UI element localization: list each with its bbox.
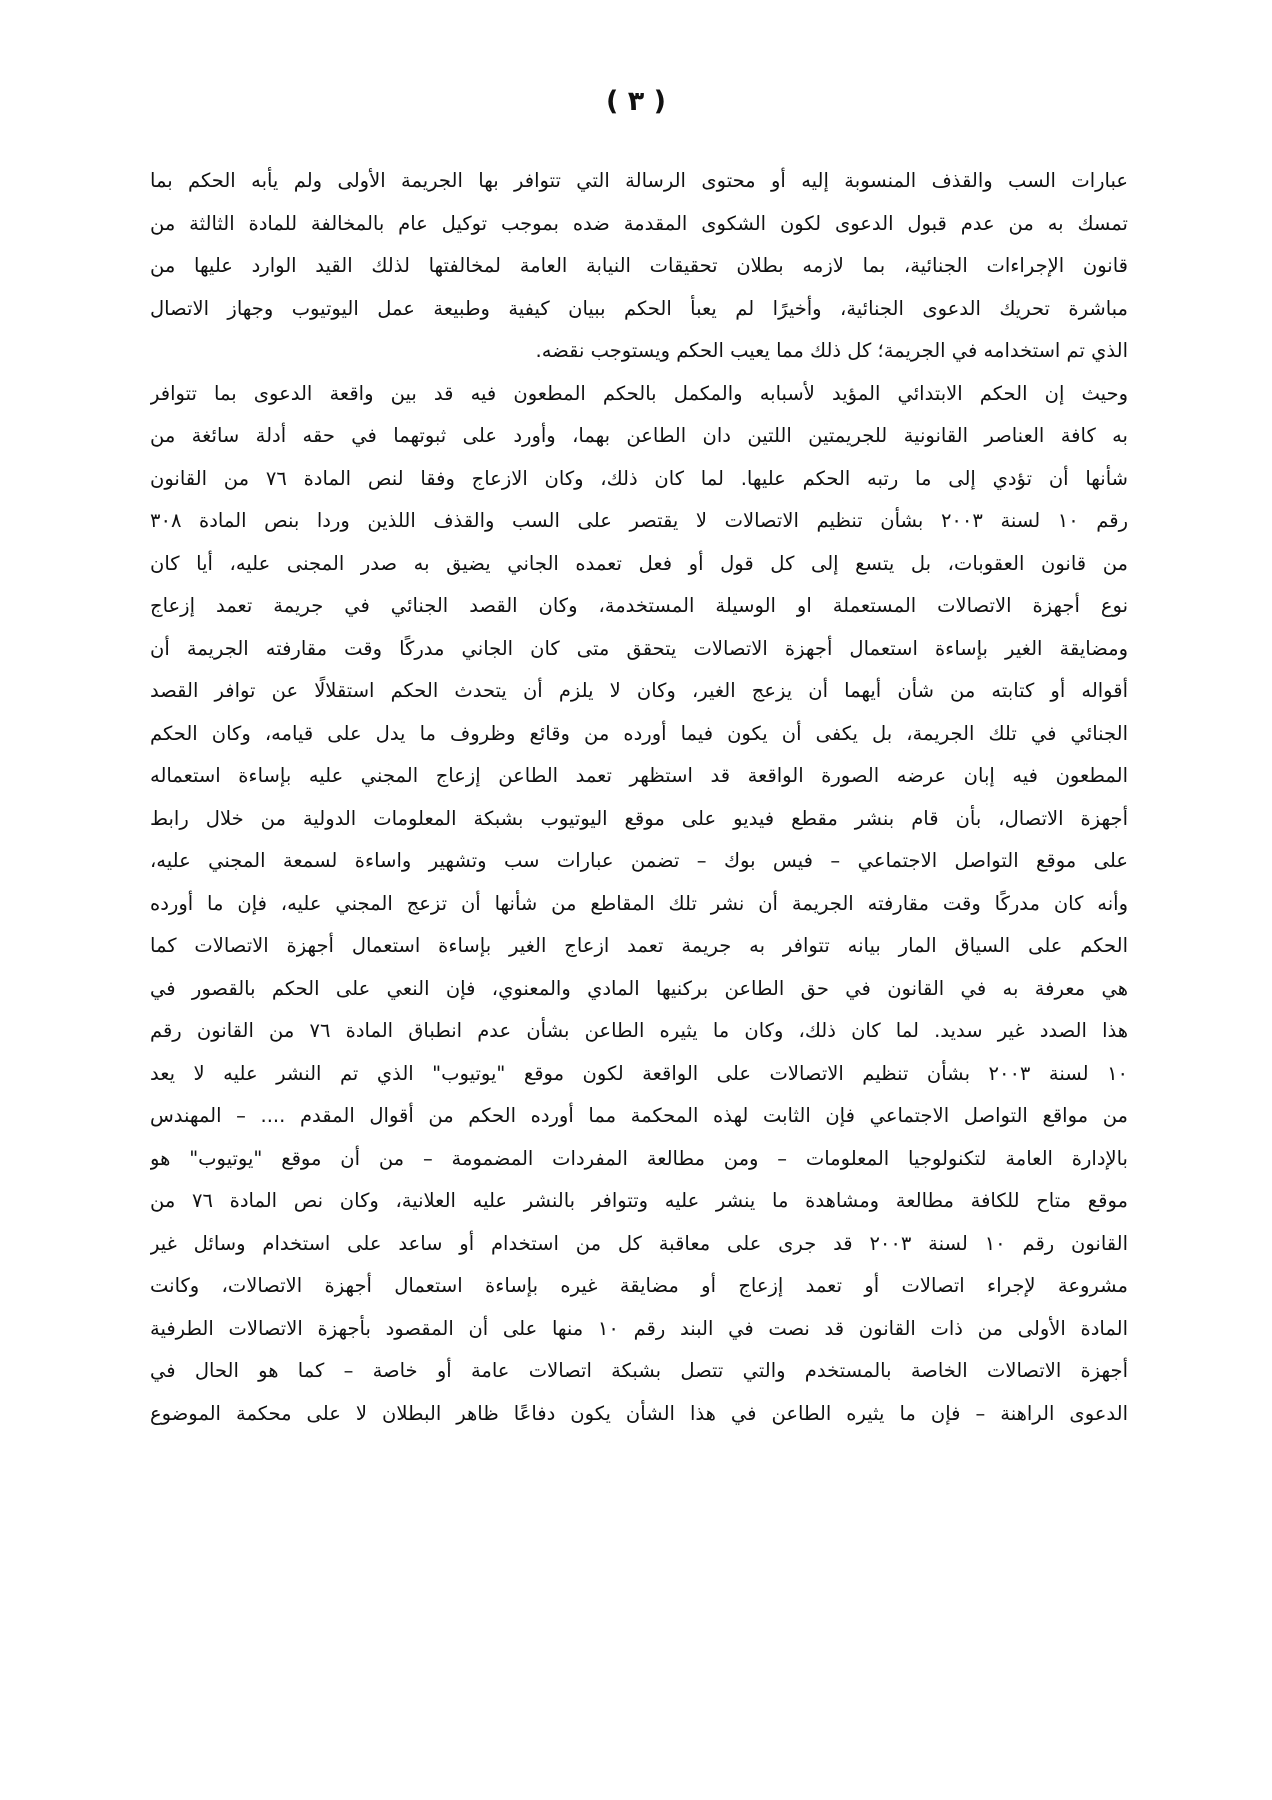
text-line: الدعوى الراهنة – فإن ما يثيره الطاعن في هذا الشأن يكون دفاعًا ظاهر البطلان لا على محكمة الموضوع xyxy=(150,1401,1128,1425)
text-line: قانون الإجراءات الجنائية، بما لازمه بطلان تحقيقات النيابة العامة لمخالفتها لذلك القيد الوارد عليها من xyxy=(150,254,1128,277)
text-line: ١٠ لسنة ٢٠٠٣ بشأن تنظيم الاتصالات على الواقعة لكون موقع "يوتيوب" الذي تم النشر عليه لا يعد xyxy=(150,1061,1128,1085)
paragraph-end-line: الذي تم استخدامه في الجريمة؛ كل ذلك مما يعيب الحكم ويستوجب نقضه. xyxy=(535,339,1128,362)
text-line: هذا الصدد غير سديد. لما كان ذلك، وكان ما يثيره الطاعن بشأن عدم انطباق المادة ٧٦ من القانون رقم xyxy=(150,1019,1128,1042)
text-line: أجهزة الاتصالات الخاصة بالمستخدم والتي تتصل بشبكة اتصالات عامة أو خاصة – كما هو الحال في xyxy=(150,1359,1128,1382)
text-line: مباشرة تحريك الدعوى الجنائية، وأخيرًا لم يعبأ الحكم ببيان كيفية وطبيعة عمل اليوتيوب وجهاز الاتصال xyxy=(150,296,1128,320)
text-line: الجنائي في تلك الجريمة، بل يكفى أن يكون فيما أورده من وقائع وظروف ما يدل على قيامه، وكان الحكم xyxy=(150,721,1128,745)
text-line: المادة الأولى من ذات القانون قد نصت في البند رقم ١٠ منها على أن المقصود بأجهزة الاتصالات الطرفية xyxy=(150,1316,1128,1340)
text-line: هي معرفة به في القانون في حق الطاعن بركنيها المادي والمعنوي، فإن النعي على الحكم بالقصور في xyxy=(150,976,1128,1000)
text-line: على موقع التواصل الاجتماعي – فيس بوك – تضمن عبارات سب وتشهير واساءة لسمعة المجني عليه، xyxy=(150,849,1128,872)
text-line: شأنها أن تؤدي إلى ما رتبه الحكم عليها. لما كان ذلك، وكان الازعاج وفقا لنص المادة ٧٦ من القانون xyxy=(150,466,1128,490)
text-line: ومضايقة الغير بإساءة استعمال أجهزة الاتصالات يتحقق متى كان الجاني مدركًا وقت مقارفته الجريمة أن xyxy=(150,636,1128,660)
text-line: تمسك به من عدم قبول الدعوى لكون الشكوى المقدمة ضده بموجب توكيل عام بالمخالفة للمادة الثالثة من xyxy=(150,211,1128,235)
body-text xyxy=(150,160,1128,1435)
text-line: أقواله أو كتابته من شأن أيهما أن يزعج الغير، وكان لا يلزم أن يتحدث الحكم استقلالًا عن توافر القصد xyxy=(150,679,1128,702)
text-line: أجهزة الاتصال، بأن قام بنشر مقطع فيديو على موقع اليوتيوب بشبكة المعلومات الدولية من خلال رابط xyxy=(150,806,1128,830)
text-line: مشروعة لإجراء اتصالات أو تعمد إزعاج أو مضايقة غيره بإساءة استعمال أجهزة الاتصالات، وكانت xyxy=(150,1274,1128,1297)
text-line: موقع متاح للكافة مطالعة ومشاهدة ما ينشر عليه وتتوافر بالنشر عليه العلانية، وكان نص المادة ٧٦ من xyxy=(150,1189,1128,1212)
page-number: ( ٣ ) xyxy=(606,86,666,117)
text-line: بالإدارة العامة لتكنولوجيا المعلومات – ومن مطالعة المفردات المضمومة – من أن موقع "يوتيوب" هو xyxy=(150,1146,1128,1170)
text-line: وأنه كان مدركًا وقت مقارفته الجريمة أن نشر تلك المقاطع من شأنها أن تزعج المجني عليه، فإن ما أورده xyxy=(150,891,1128,915)
text-line: وحيث إن الحكم الابتدائي المؤيد لأسبابه والمكمل بالحكم المطعون فيه قد بين واقعة الدعوى بما تتوافر xyxy=(150,381,1128,405)
text-line: من قانون العقوبات، بل يتسع إلى كل قول أو فعل تعمده الجاني يضيق به صدر المجنى عليه، أيا كان xyxy=(150,551,1128,575)
text-line: من مواقع التواصل الاجتماعي فإن الثابت لهذه المحكمة مما أورده الحكم من أقوال المقدم .... – المهندس xyxy=(150,1104,1128,1127)
text-line: به كافة العناصر القانونية للجريمتين اللتين دان الطاعن بهما، وأورد على ثبوتهما في حقه أدلة سائغة من xyxy=(150,424,1128,447)
text-line: القانون رقم ١٠ لسنة ٢٠٠٣ قد جرى على معاقبة كل من استخدام أو ساعد على استخدام وسائل غير xyxy=(150,1231,1128,1255)
text-line: عبارات السب والقذف المنسوبة إليه أو محتوى الرسالة التي تتوافر بها الجريمة الأولى ولم يأبه الحكم بما xyxy=(150,169,1128,192)
text-line: الحكم على السياق المار بيانه تتوافر به جريمة تعمد ازعاج الغير بإساءة استعمال أجهزة الاتصالات كما xyxy=(150,934,1128,957)
text-line: نوع أجهزة الاتصالات المستعملة او الوسيلة المستخدمة، وكان القصد الجنائي في جريمة تعمد إزعاج xyxy=(150,594,1128,617)
text-line: رقم ١٠ لسنة ٢٠٠٣ بشأن تنظيم الاتصالات لا يقتصر على السب والقذف اللذين وردا بنص المادة ٣٠٨ xyxy=(150,509,1128,532)
text-line: المطعون فيه إبان عرضه الصورة الواقعة قد استظهر تعمد الطاعن إزعاج المجني عليه بإساءة استعماله xyxy=(150,764,1128,787)
